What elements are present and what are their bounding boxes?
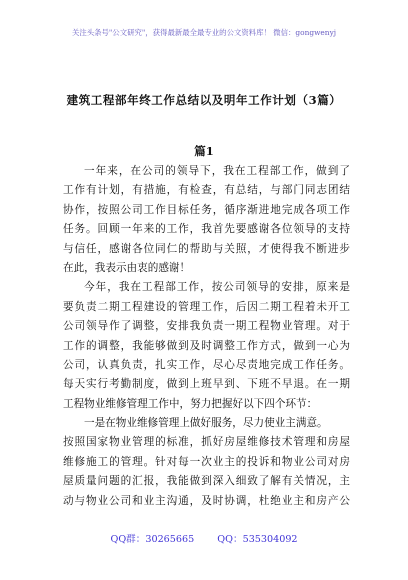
body-line: 工作的调整，我能够做到及时调整工作方式，做到一心为 xyxy=(63,339,350,352)
body-line: 要负责二期工程建设的管理工作，后因二期工程着未开工 xyxy=(63,300,350,313)
body-line: 每天实行考勤制度，做到上班早到、下班不早退。在一期 xyxy=(63,378,350,391)
footer-contact xyxy=(0,531,408,545)
body-line: 屋质量问题的汇报，我能做到深入细致了解有关情况，主 xyxy=(63,475,350,488)
body-line: 与信任，感谢各位同仁的帮助与关照，才使得我不断进步 xyxy=(63,242,350,255)
body-line: 一年来，在公司的领导下，我在工程部工作，做到了 xyxy=(84,165,350,177)
body-line: 公司，认真负责，扎实工作，尽心尽责地完成工作任务。 xyxy=(63,358,350,371)
section-title: 篇1 xyxy=(194,144,214,158)
footer-qq: QQ：535304092 xyxy=(217,534,298,545)
body-line: 工作有计划，有措施，有检查，有总结，与部门同志团结 xyxy=(63,184,350,197)
body-line: 工程物业维修管理工作中，努力把握好以下四个环节： xyxy=(63,397,318,410)
body-text xyxy=(63,162,350,511)
body-line: 维修施工的管理。针对每一次业主的投诉和物业公司对房 xyxy=(63,455,350,468)
body-line: 在此，我表示由衷的感谢！ xyxy=(63,261,191,274)
body-line: 公司领导作了调整，安排我负责一期工程物业管理。对于 xyxy=(63,320,350,333)
footer-qq-group: QQ群：30265665 xyxy=(110,534,195,545)
header-note: 关注头条号"公文研究"，获得最新最全最专业的公文资料库！ 微信：gongwenyj xyxy=(71,28,337,37)
body-line: 任务。回顾一年来的工作，我首先要感谢各位领导的支持 xyxy=(63,223,350,236)
body-line: 按照国家物业管理的标准，抓好房屋维修技术管理和房屋 xyxy=(63,436,350,449)
body-line: 动与物业公司和业主沟通，及时协调，杜绝业主和房产公 xyxy=(63,494,350,507)
body-line: 协作，按照公司工作目标任务，循序渐进地完成各项工作 xyxy=(63,203,350,216)
document-title: 建筑工程部年终工作总结以及明年工作计划（3篇） xyxy=(66,93,342,107)
body-line: 今年，我在工程部工作，按公司领导的安排，原来是 xyxy=(84,281,350,294)
body-line: 一是在物业维修管理上做好服务，尽力使业主满意。 xyxy=(84,417,328,430)
